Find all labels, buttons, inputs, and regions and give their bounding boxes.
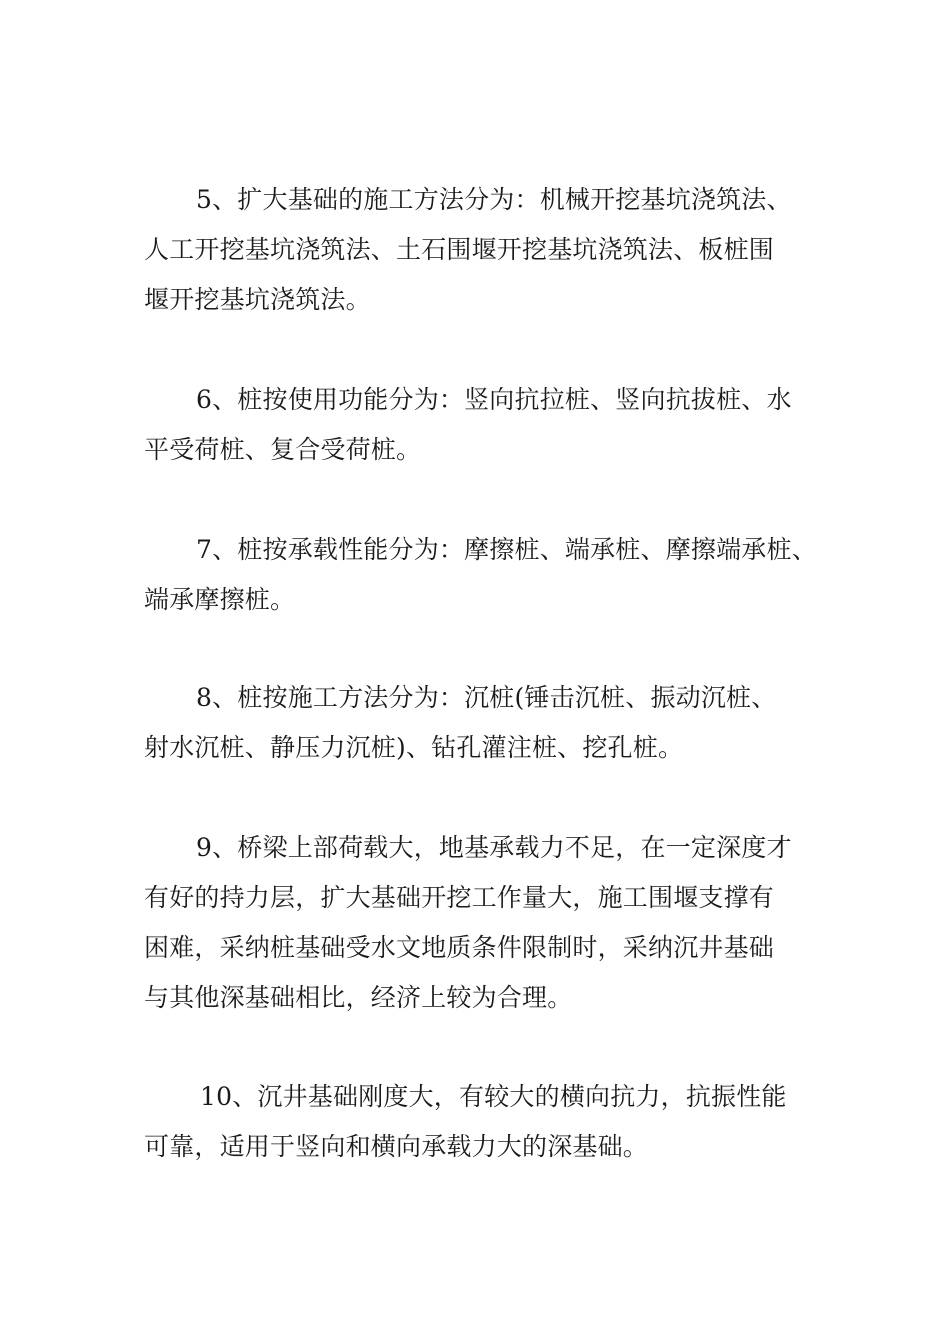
paragraph-item-7: 7、桩按承载性能分为：摩擦桩、端承桩、摩擦端承桩、 端承摩擦桩。 [144,535,817,614]
paragraph-item-10: 10、沉井基础刚度大，有较大的横向抗力，抗振性能 可靠，适用于竖向和横向承载力大的深基础。 [144,1082,787,1161]
paragraph-item-6: 6、桩按使用功能分为：竖向抗拉桩、竖向抗拔桩、水 平受荷桩、复合受荷桩。 [144,385,792,464]
paragraph-item-9: 9、桥梁上部荷载大，地基承载力不足，在一定深度才 有好的持力层，扩大基础开挖工作量大，施工围堰支撑有 困难，采纳桩基础受水文地质条件限制时，采纳沉井基础 与其他深基础相比，经济上较为合理。 [144,833,792,1012]
paragraph-item-5: 5、扩大基础的施工方法分为：机械开挖基坑浇筑法、 人工开挖基坑浇筑法、土石围堰开挖基坑浇筑法、板桩围 堰开挖基坑浇筑法。 [144,185,792,314]
paragraph-item-8: 8、桩按施工方法分为：沉桩(锤击沉桩、振动沉桩、 射水沉桩、静压力沉桩)、钻孔灌注桩、挖孔桩。 [144,683,777,762]
